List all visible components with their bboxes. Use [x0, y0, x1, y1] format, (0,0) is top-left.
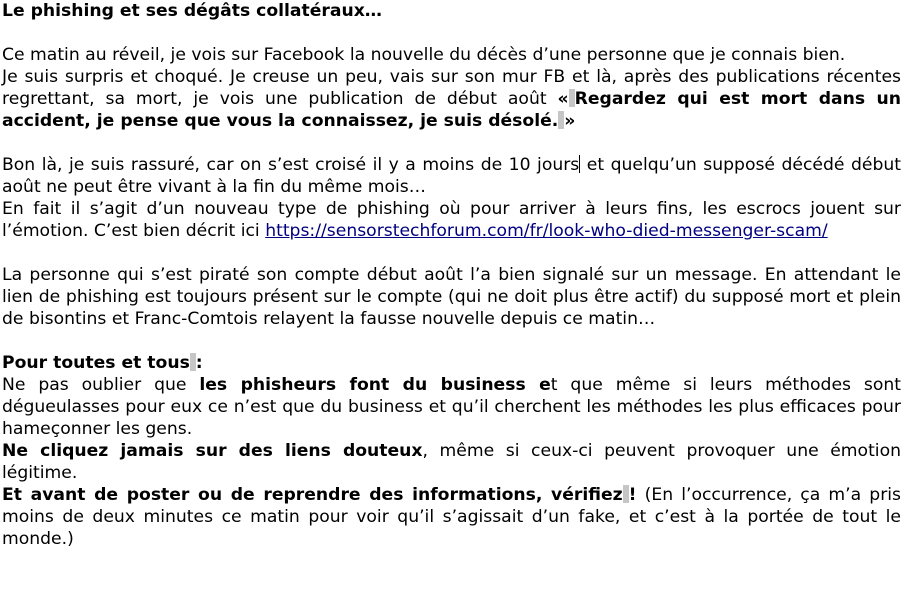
paragraph-reassured-text-a: Bon là, je suis rassuré, car on s’est croisé il y a moins de 10 jours	[2, 155, 580, 175]
paragraph-business-bold: les phisheurs font du business e	[199, 375, 551, 395]
scam-quote: Regardez qui est mort dans un accident, je pense que vous la connaissez, je suis désolé.	[2, 89, 901, 131]
paragraph-no-click	[2, 440, 901, 484]
document-body[interactable]	[2, 0, 901, 550]
paragraph-verify-end: (En l’occurrence, ça m’a pris moins de deux minutes ce matin pour voir qu’il s’agissait d’un fake, et c’est à la portée de tout le monde.)	[2, 485, 901, 549]
paragraph-business-start: Ne pas oublier que	[2, 375, 200, 395]
paragraph-reassured-text-b: et quelqu’un supposé décédé début août ne peut être vivant à la fin du même mois…	[2, 155, 901, 197]
paragraph-no-click-bold: Ne cliquez jamais sur des liens douteux	[2, 441, 423, 461]
empty-line	[2, 132, 901, 154]
paragraph-business-end: t que même si leurs méthodes sont dégueulasses pour eux ce n’est que du business et qu’il cherchent les méthodes les plus efficaces pour hameçonner les gens.	[2, 375, 901, 439]
section-heading-colon: :	[195, 353, 203, 373]
paragraph-intro: Ce matin au réveil, je vois sur Facebook la nouvelle du décès d’une personne que je connais bien.	[2, 45, 846, 65]
empty-line	[2, 330, 901, 352]
section-heading	[2, 352, 901, 374]
paragraph-hacked-account: La personne qui s’est piraté son compte début août l’a bien signalé sur un message. En attendant le lien de phishing est toujours présent sur le compte (qui ne doit plus être actif) du supposé mort et plein de bisontins et Franc-Comtois relayent la fausse nouvelle depuis ce matin…	[2, 265, 901, 329]
open-quote: «	[557, 89, 569, 109]
paragraph-business	[2, 374, 901, 440]
paragraph-verify-exclamation: !	[628, 485, 637, 505]
paragraph-verify-bold: Et avant de poster ou de reprendre des informations, vérifiez	[2, 485, 623, 505]
empty-line	[2, 242, 901, 264]
close-quote: »	[564, 111, 576, 131]
paragraph-verify	[2, 484, 901, 550]
paragraph-no-click-end: , même si ceux-ci peuvent provoquer une émotion légitime.	[2, 441, 901, 483]
paragraph-explanation-text: En fait il s’agit d’un nouveau type de phishing où pour arriver à leurs fins, les escrocs jouent sur l’émotion. C’est bien décrit ici	[2, 199, 901, 241]
article-link[interactable]: https://sensorstechforum.com/fr/look-who-died-messenger-scam/	[265, 221, 828, 241]
paragraph-discovery	[2, 66, 901, 132]
paragraph-explanation	[2, 198, 901, 242]
document-title: Le phishing et ses dégâts collatéraux…	[2, 1, 382, 21]
section-heading-text: Pour toutes et tous	[2, 353, 190, 373]
paragraph-reassured	[2, 154, 901, 198]
empty-line	[2, 22, 901, 44]
paragraph-discovery-text: Je suis surpris et choqué. Je creuse un peu, vais sur son mur FB et là, après des publications récentes regrettant, sa mort, je vois une publication de début août	[2, 67, 901, 109]
